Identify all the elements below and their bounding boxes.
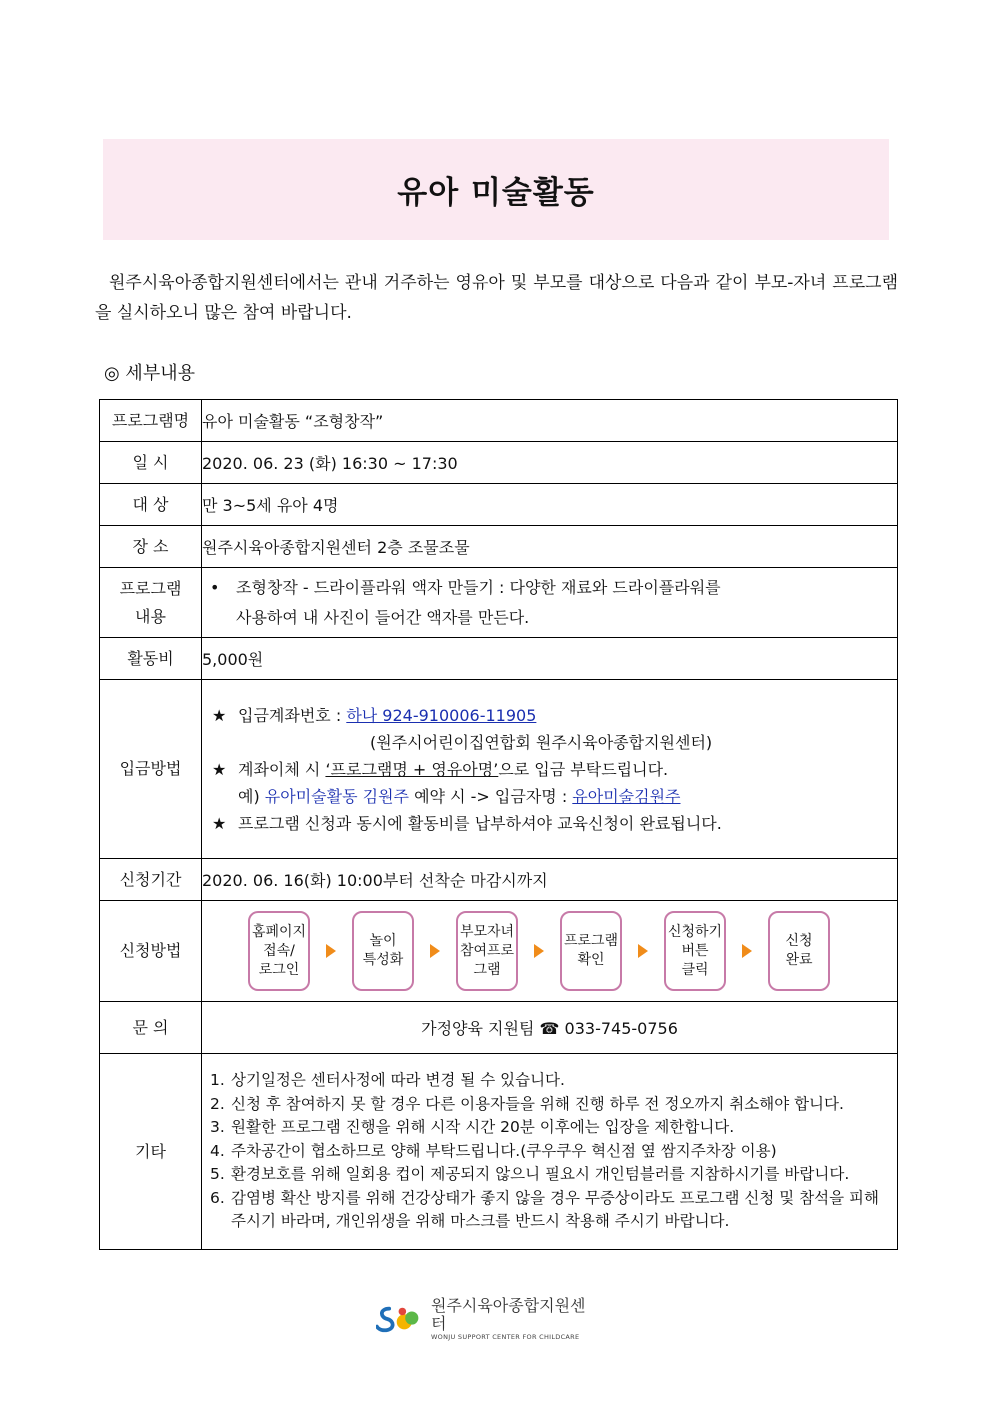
star-icon: ★ bbox=[212, 759, 227, 779]
value-etc bbox=[202, 1054, 898, 1250]
step-text: 특성화 bbox=[362, 952, 404, 968]
step-box bbox=[248, 911, 310, 991]
footer-logo bbox=[376, 1295, 591, 1341]
step-text: 부모자녀 bbox=[459, 923, 515, 940]
example-name: 김원주 bbox=[362, 786, 410, 806]
list-item-text: 감염병 확산 방지를 위해 건강상태가 좋지 않을 경우 무증상이라도 프로그램 신청 및 참석을 피해주시기 바라며, 개인위생을 위해 마스크를 반드시 착용해 주시기 바랍니다. bbox=[231, 1188, 880, 1231]
value-target: 만 3~5세 유아 4명 bbox=[202, 484, 898, 526]
step-box bbox=[560, 911, 622, 991]
star-icon: ★ bbox=[212, 705, 227, 725]
list-item bbox=[210, 1116, 889, 1140]
row-content bbox=[100, 568, 898, 638]
footer-org-name: 원주시육아종합지원센터 bbox=[430, 1295, 586, 1333]
step-text: 버튼 bbox=[681, 942, 709, 959]
label-content-line2: 내용 bbox=[135, 606, 166, 626]
account-prefix: 입금계좌번호 : bbox=[238, 705, 347, 725]
arrow-right-icon bbox=[414, 944, 456, 958]
step-text: 접속/ bbox=[263, 942, 295, 959]
value-place: 원주시육아종합지원센터 2층 조물조물 bbox=[202, 526, 898, 568]
account-number: 하나 924-910006-11905 bbox=[346, 705, 537, 725]
list-item bbox=[210, 1187, 889, 1234]
label-date: 일 시 bbox=[100, 442, 202, 484]
section-heading: ◎ 세부내용 bbox=[104, 363, 195, 384]
arrow-right-icon bbox=[622, 944, 664, 958]
step-text: 완료 bbox=[785, 952, 813, 968]
step-text: 클릭 bbox=[681, 961, 709, 978]
step-text: 참여프로 bbox=[459, 942, 515, 959]
row-method bbox=[100, 901, 898, 1002]
center-logo-icon bbox=[376, 1302, 425, 1336]
step-text: 신청 bbox=[785, 933, 813, 949]
transfer-prefix: 계좌이체 시 bbox=[238, 759, 326, 779]
row-period bbox=[100, 859, 898, 901]
value-payment bbox=[202, 680, 898, 859]
title-banner bbox=[103, 139, 889, 240]
row-payment bbox=[100, 680, 898, 859]
value-date: 2020. 06. 23 (화) 16:30 ~ 17:30 bbox=[202, 442, 898, 484]
value-content bbox=[202, 568, 898, 638]
example-mid: 예약 시 -> 입금자명 : bbox=[409, 786, 573, 806]
row-program-name bbox=[100, 400, 898, 442]
content-line2: 사용하여 내 사진이 들어간 액자를 만든다. bbox=[236, 607, 530, 627]
list-item-number: 4. bbox=[210, 1141, 225, 1160]
list-item-number: 6. bbox=[210, 1188, 225, 1207]
label-period: 신청기간 bbox=[100, 859, 202, 901]
step-text: 확인 bbox=[577, 952, 605, 968]
list-item-text: 환경보호를 위해 일회용 컵이 제공되지 않으니 필요시 개인텀블러를 지참하시기를 바랍니다. bbox=[231, 1165, 850, 1184]
step-box bbox=[352, 911, 414, 991]
footer-org-name-en: WONJU SUPPORT CENTER FOR CHILDCARE bbox=[430, 1332, 580, 1341]
step-box bbox=[768, 911, 830, 991]
label-target: 대 상 bbox=[100, 484, 202, 526]
value-fee: 5,000원 bbox=[202, 638, 898, 680]
value-contact bbox=[202, 1002, 898, 1054]
etc-list bbox=[202, 1065, 897, 1238]
label-contact: 문 의 bbox=[100, 1002, 202, 1054]
row-date bbox=[100, 442, 898, 484]
content-line1: 조형창작 - 드라이플라워 액자 만들기 : 다양한 재료와 드라이플라워를 bbox=[236, 577, 721, 597]
transfer-suffix: 으로 입금 부탁드립니다. bbox=[498, 759, 669, 779]
list-item-number: 3. bbox=[210, 1118, 225, 1137]
step-box bbox=[664, 911, 726, 991]
row-etc bbox=[100, 1054, 898, 1250]
row-place bbox=[100, 526, 898, 568]
row-contact bbox=[100, 1002, 898, 1054]
step-text: 신청하기 bbox=[667, 923, 723, 940]
example-prefix: 예) bbox=[238, 786, 265, 806]
row-target bbox=[100, 484, 898, 526]
payment-notice: 프로그램 신청과 동시에 활동비를 납부하셔야 교육신청이 완료됩니다. bbox=[238, 813, 722, 833]
list-item-number: 2. bbox=[210, 1094, 225, 1113]
arrow-right-icon bbox=[310, 944, 352, 958]
list-item bbox=[210, 1069, 889, 1093]
row-fee bbox=[100, 638, 898, 680]
application-steps bbox=[202, 911, 897, 991]
step-box bbox=[456, 911, 518, 991]
label-content bbox=[100, 568, 202, 638]
contact-phone: 033-745-0756 bbox=[564, 1019, 678, 1038]
payment-transfer-line bbox=[212, 756, 897, 783]
phone-icon: ☎ bbox=[539, 1019, 560, 1038]
label-method: 신청방법 bbox=[100, 901, 202, 1002]
star-icon: ★ bbox=[212, 813, 227, 833]
arrow-right-icon bbox=[726, 944, 768, 958]
value-period: 2020. 06. 16(화) 10:00부터 선착순 마감시까지 bbox=[202, 859, 898, 901]
details-table bbox=[99, 399, 898, 1250]
list-item-number: 1. bbox=[210, 1071, 225, 1090]
list-item-text: 주차공간이 협소하므로 양해 부탁드립니다.(쿠우쿠우 혁신점 옆 쌈지주차장 이용) bbox=[231, 1141, 777, 1160]
payment-notice-line bbox=[212, 810, 897, 837]
intro-paragraph: 원주시육아종합지원센터에서는 관내 거주하는 영유아 및 부모를 대상으로 다음과 같이 부모-자녀 프로그램을 실시하오니 많은 참여 바랍니다. bbox=[95, 273, 898, 323]
list-item bbox=[210, 1140, 889, 1164]
step-text: 놀이 bbox=[369, 933, 397, 949]
value-program-name: 유아 미술활동 “조형창작” bbox=[202, 400, 898, 442]
account-holder: (원주시어린이집연합회 원주시육아종합지원센터) bbox=[370, 732, 713, 752]
step-text: 프로그램 bbox=[563, 933, 619, 949]
label-payment: 입금방법 bbox=[100, 680, 202, 859]
transfer-format: ‘프로그램명 + 영유아명’ bbox=[325, 759, 499, 779]
list-item-text: 신청 후 참여하지 못 할 경우 다른 이용자들을 위해 진행 하루 전 정오까지 취소해야 합니다. bbox=[231, 1094, 844, 1113]
list-item bbox=[210, 1163, 889, 1187]
contact-team: 가정양육 지원팀 bbox=[421, 1019, 535, 1038]
list-item bbox=[210, 1093, 889, 1117]
arrow-right-icon bbox=[518, 944, 560, 958]
label-content-line1: 프로그램 bbox=[119, 578, 182, 598]
payment-example-line bbox=[212, 783, 897, 810]
value-method bbox=[202, 901, 898, 1002]
list-item-text: 상기일정은 센터사정에 따라 변경 될 수 있습니다. bbox=[231, 1071, 565, 1090]
step-text: 그램 bbox=[473, 961, 501, 978]
label-etc: 기타 bbox=[100, 1054, 202, 1250]
list-item-number: 5. bbox=[210, 1165, 225, 1184]
step-text: 로그인 bbox=[258, 961, 300, 978]
bullet-icon: • bbox=[210, 577, 220, 597]
label-program-name: 프로그램명 bbox=[100, 400, 202, 442]
example-result: 유아미술김원주 bbox=[572, 786, 681, 806]
label-place: 장 소 bbox=[100, 526, 202, 568]
list-item-text: 원활한 프로그램 진행을 위해 시작 시간 20분 이후에는 입장을 제한합니다. bbox=[231, 1118, 735, 1137]
step-text: 홈페이지 bbox=[251, 923, 307, 940]
page-title: 유아 미술활동 bbox=[397, 175, 595, 211]
payment-account-line bbox=[212, 702, 897, 729]
example-program: 유아미술활동 bbox=[264, 786, 358, 806]
label-fee: 활동비 bbox=[100, 638, 202, 680]
